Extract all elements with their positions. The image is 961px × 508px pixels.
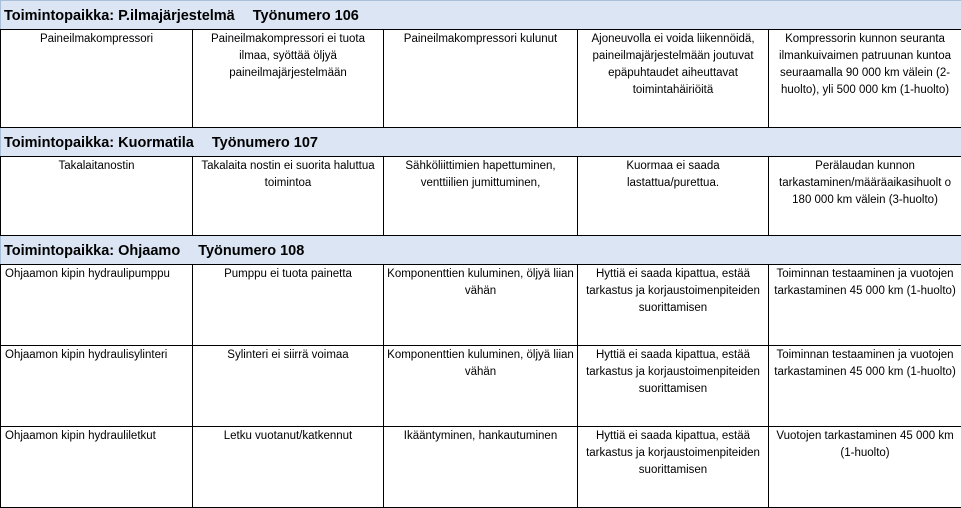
failure-mode-cell: Paineilmakompressori ei tuota ilmaa, syöttää öljyä paineilmajärjestelmään: [193, 30, 384, 128]
section-header-cell: [1, 128, 961, 157]
component-cell: Ohjaamon kipin hydraulisylinteri: [1, 346, 193, 427]
component-cell: Paineilmakompressori: [1, 30, 193, 128]
effect-cell: Kuormaa ei saada lastattua/purettua.: [578, 157, 769, 236]
failure-mode-cell: Pumppu ei tuota painetta: [193, 265, 384, 346]
action-cell: Vuotojen tarkastaminen 45 000 km (1-huolto): [769, 427, 961, 508]
cause-cell: Sähköliittimien hapettuminen, venttiilien jumittuminen,: [384, 157, 578, 236]
cause-cell: Komponenttien kuluminen, öljyä liian vähän: [384, 346, 578, 427]
effect-cell: Ajoneuvolla ei voida liikennöidä, paineilmajärjestelmään joutuvat epäpuhtaudet aiheuttavat toimintahäiriöitä: [578, 30, 769, 128]
component-cell: Takalaitanostin: [1, 157, 193, 236]
location-label: Toimintopaikka: Ohjaamo: [4, 242, 181, 259]
failure-mode-cell: Letku vuotanut/katkennut: [193, 427, 384, 508]
component-cell: Ohjaamon kipin hydraulipumppu: [1, 265, 193, 346]
action-cell: Toiminnan testaaminen ja vuotojen tarkastaminen 45 000 km (1-huolto): [769, 265, 961, 346]
table-row: [1, 30, 961, 128]
section-header-cell: [1, 236, 961, 265]
action-cell: Perälaudan kunnon tarkastaminen/määräaikasihuolt o 180 000 km välein (3-huolto): [769, 157, 961, 236]
cause-cell: Ikääntyminen, hankautuminen: [384, 427, 578, 508]
effect-cell: Hyttiä ei saada kipattua, estää tarkastus ja korjaustoimenpiteiden suorittamisen: [578, 427, 769, 508]
component-cell: Ohjaamon kipin hydrauliletkut: [1, 427, 193, 508]
action-cell: Kompressorin kunnon seuranta ilmankuivaimen patruunan kuntoa seuraamalla 90 000 km välein (2-huolto), yli 500 000 km (1-huolto): [769, 30, 961, 128]
cause-cell: Paineilmakompressori kulunut: [384, 30, 578, 128]
failure-mode-cell: Takalaita nostin ei suorita haluttua toimintoa: [193, 157, 384, 236]
section-header-107: [1, 128, 961, 157]
work-number: Työnumero 108: [198, 242, 305, 259]
section-header-108: [1, 236, 961, 265]
work-number: Työnumero 106: [252, 7, 359, 24]
table-row: [1, 265, 961, 346]
table-row: [1, 427, 961, 508]
cause-cell: Komponenttien kuluminen, öljyä liian vähän: [384, 265, 578, 346]
effect-cell: Hyttiä ei saada kipattua, estää tarkastus ja korjaustoimenpiteiden suorittamisen: [578, 265, 769, 346]
table-row: [1, 346, 961, 427]
table-row: [1, 157, 961, 236]
action-cell: Toiminnan testaaminen ja vuotojen tarkastaminen 45 000 km (1-huolto): [769, 346, 961, 427]
effect-cell: Hyttiä ei saada kipattua, estää tarkastus ja korjaustoimenpiteiden suorittamisen: [578, 346, 769, 427]
location-label: Toimintopaikka: Kuormatila: [4, 134, 194, 151]
work-number: Työnumero 107: [211, 134, 318, 151]
failure-mode-cell: Sylinteri ei siirrä voimaa: [193, 346, 384, 427]
section-header-cell: [1, 1, 961, 30]
location-label: Toimintopaikka: P.ilmajärjestelmä: [4, 7, 235, 24]
section-header-106: [1, 1, 961, 30]
